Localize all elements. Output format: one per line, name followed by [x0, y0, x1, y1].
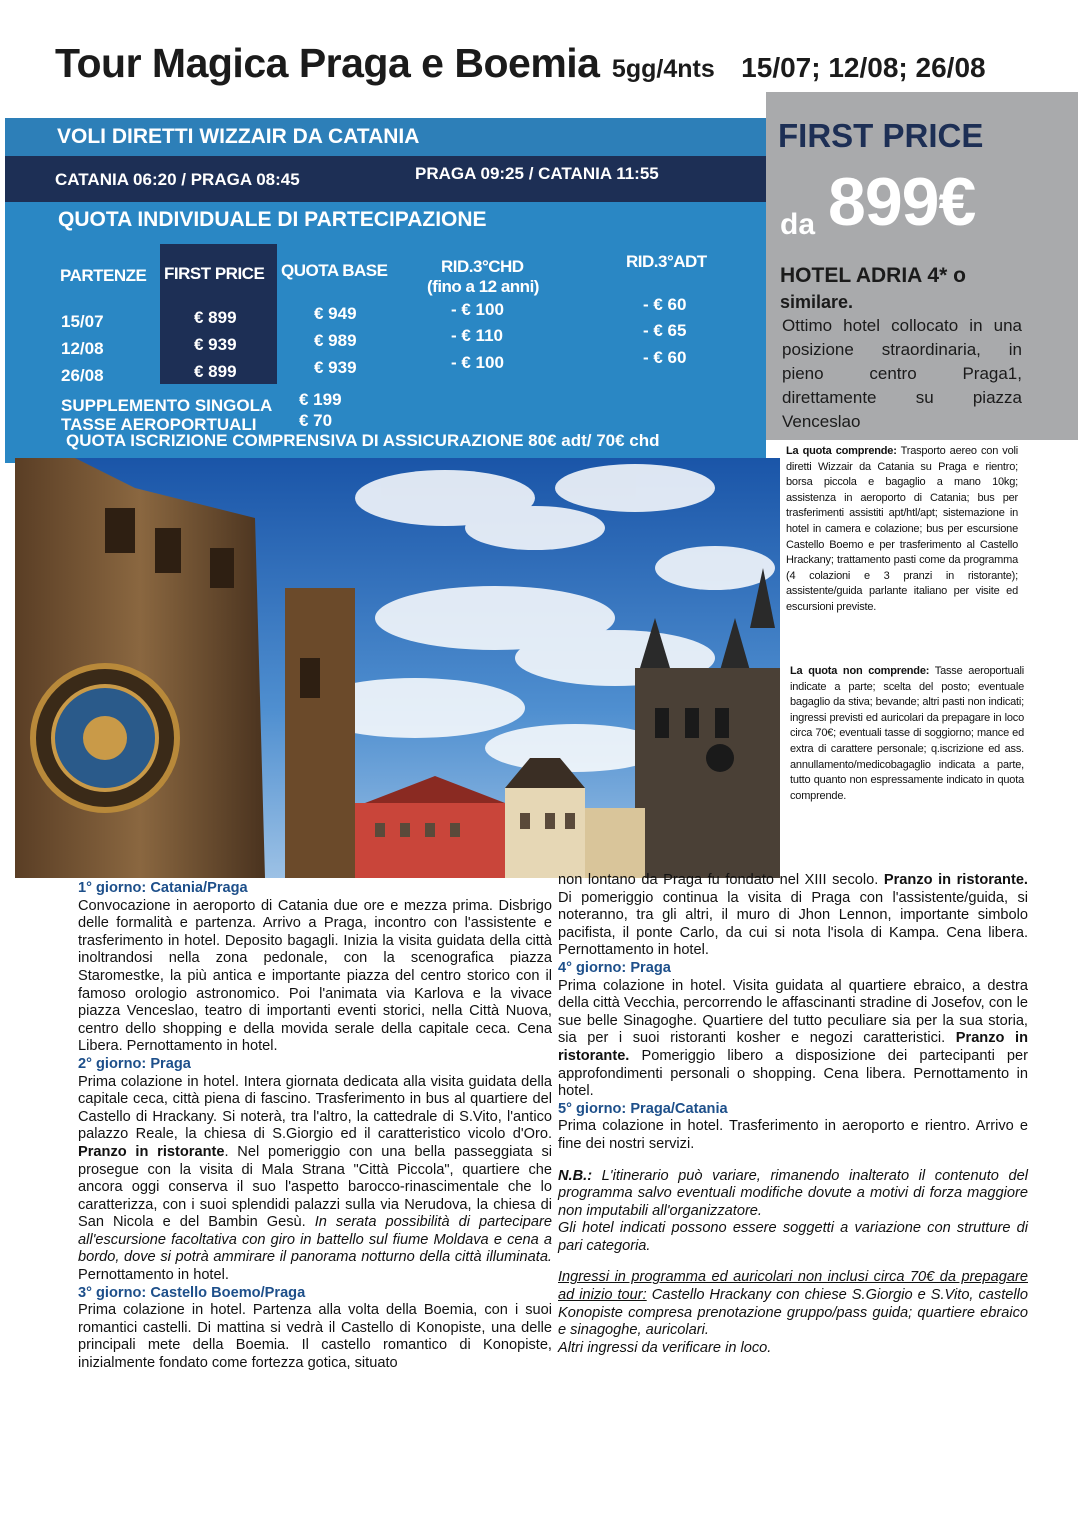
tour-duration: 5gg/4nts: [611, 55, 715, 83]
row-date: 12/08: [61, 339, 104, 358]
includes-block: [786, 444, 1018, 616]
day2-text: [78, 1074, 552, 1285]
price-prefix: da: [780, 208, 816, 241]
excludes-block: [790, 664, 1024, 804]
day3-title: 3° giorno: Castello Boemo/Praga: [78, 1284, 306, 1301]
col-header-partenze: PARTENZE: [60, 266, 147, 285]
day3-cont-a: non lontano da Praga fu fondato nel XIII secolo.: [558, 872, 879, 888]
tasse-value: € 70: [299, 411, 333, 430]
row-adt: - € 65: [643, 321, 687, 340]
day2-text-a: Prima colazione in hotel. Intera giornata dedicata alla visita guidata della capitale ceca, città piena di fascino. Trasferimento in bus al quartiere del Castello di Hrackany. Si noterà, tra l'altro, la cattedrale di S.Vito, l'antico palazzo Reale, la chiesa di S.Giorgio ed il caratteristico vicolo d'Oro.: [78, 1073, 552, 1143]
row-adt: - € 60: [643, 348, 687, 367]
row-date: 15/07: [61, 312, 104, 331]
row-chd: - € 110: [451, 326, 503, 345]
first-price-label: FIRST PRICE: [778, 117, 984, 154]
iscrizione-note: QUOTA ISCRIZIONE COMPRENSIVA DI ASSICURAZIONE 80€ adt/ 70€ chd: [66, 431, 660, 450]
flight-times-bar: [5, 156, 766, 202]
day3-continued: [558, 872, 1028, 960]
day2-title: 2° giorno: Praga: [78, 1055, 191, 1072]
includes-text: Trasporto aereo con voli diretti Wizzair da Catania su Praga e rientro; borsa piccola e bagaglio a mano 10kg; assistenza in aeroporto di Catania; bus per trasferimenti assistiti apt/htl/apt; sistemazione in hotel in camera e colazione; bus per escursione Castello Boemo e per trasferimento al Castello Hrackany; trattamento pasti come da programma (4 colazioni e 3 pranzi in ristorante); assistente/guida parlante italiano per visite ed escursioni previste.: [786, 445, 1018, 613]
includes-label: La quota comprende:: [786, 445, 897, 457]
nb-label: N.B.:: [558, 1167, 593, 1184]
row-base: € 989: [314, 331, 357, 350]
col-header-rid-adt: RID.3°ADT: [626, 252, 707, 271]
row-date: 26/08: [61, 366, 104, 385]
day1-text: Convocazione in aeroporto di Catania due ore e mezza prima. Disbrigo delle formalità e partenza. Arrivo a Praga, incontro con l'assistente e trasferimento in hotel. Deposito bagagli. Inizia la visita guidata della città inoltrandosi nella zona pedonale, con la scenografica piazza Staromestke, la più antica e importante piazza del centro storico con il famoso orologio astronomico. Poi l'animata via Karlova e la vivace piazza Venceslao, teatro di importanti eventi storici, nella Città Nuova, centro dello shopping e della movida serale della capitale ceca. Cena Libera. Pernottamento in hotel.: [78, 897, 552, 1055]
row-chd: - € 100: [451, 300, 504, 319]
row-first-price: € 899: [194, 362, 237, 381]
price-amount: 899€: [828, 164, 976, 240]
tour-dates: 15/07; 12/08; 26/08: [741, 52, 986, 83]
col-header-rid-chd: RID.3°CHD: [441, 257, 524, 276]
ingressi-text: Castello Hrackany con chiese S.Giorgio e S.Vito, castello Konopiste compresa prenotazione gruppo/pass guida; quartiere ebraico e sinagoghe, auricolari.: [558, 1287, 1028, 1339]
prague-photo: [15, 458, 780, 878]
nb-text: L'itinerario può variare, rimanendo inalterato il contenuto del programma salvo eventuali modifiche dovute a motivi di forza maggiore non imputabili all'organizzatore.: [558, 1167, 1028, 1219]
return-flight: PRAGA 09:25 / CATANIA 11:55: [415, 164, 659, 183]
outbound-flight: CATANIA 06:20 / PRAGA 08:45: [55, 170, 300, 189]
ingressi-heading: Ingressi in programma ed auricolari non inclusi circa 70€ da prepagare ad inizio tour:: [558, 1269, 1028, 1304]
row-adt: - € 60: [643, 295, 687, 314]
day4-title: 4° giorno: Praga: [558, 959, 671, 976]
ingressi-extra: Altri ingressi da verificare in loco.: [558, 1339, 772, 1356]
hotel-description: Ottimo hotel collocato in una posizione straordinaria, in pieno centro Praga1, direttamente su piazza Venceslao: [782, 316, 1022, 431]
day4-text-a: Prima colazione in hotel. Visita guidata al quartiere ebraico, a destra della città Vecchia, percorrendo le affascinanti stradine di Josefov, con le sue belle Sinagoghe. Quartiere del tutto peculiare sia per la sua storia, sia per i suoi ristoranti kosher e negozi caratteristici.: [558, 977, 1028, 1047]
hotel-name: HOTEL ADRIA 4* o: [780, 264, 966, 287]
tasse-label: TASSE AEROPORTUALI: [61, 415, 257, 434]
hotel-similar: similare.: [780, 292, 854, 312]
day2-text-b: . Nel pomeriggio con una bella passeggiata si prosegue con la visita di Mala Strana "Città Piccola", quartiere che ancora oggi conserva il suo l'aspetto barocco-rinascimentale che lo caratterizza, con i suoi splendidi palazzi sulla via Nerudova, la chiesa di San Nicola e del Bambin Gesù.: [78, 1143, 552, 1231]
supplemento-label: SUPPLEMENTO SINGOLA: [61, 396, 273, 415]
col-header-quota-base: QUOTA BASE: [281, 261, 388, 280]
day1-title: 1° giorno: Catania/Praga: [78, 880, 248, 896]
day3-lunch: Pranzo in ristorante.: [883, 872, 1028, 888]
flight-header-bar: [5, 118, 766, 156]
day5-title: 5° giorno: Praga/Catania: [558, 1100, 728, 1117]
tour-title: Tour Magica Praga e Boemia: [55, 40, 600, 86]
row-base: € 939: [314, 358, 357, 377]
day2-optional: In serata possibilità di partecipare all'escursione facoltativa con giro in battello sul fiume Moldava e cena a bordo, dove si potrà ammirare il panorama notturno della città illuminata.: [78, 1214, 552, 1266]
quota-heading: QUOTA INDIVIDUALE DI PARTECIPAZIONE: [58, 208, 487, 231]
col-header-rid-chd-note: (fino a 12 anni): [427, 277, 539, 296]
page-title: [55, 40, 1055, 100]
row-first-price: € 939: [194, 335, 237, 354]
day2-text-c: Pernottamento in hotel.: [78, 1267, 229, 1284]
day2-lunch: Pranzo in ristorante: [78, 1143, 225, 1160]
excludes-text: Tasse aeroportuali indicate a parte; scelta del posto; eventuale bagaglio da stiva; bevande; altri pasti non indicati; ingressi previsti ed auricolari da prepagare in loco circa 70€; eventuali tasse di soggiorno; mance ed extra di carattere personale; q.iscrizione ed ass. annullamento/medicobagaglio indicata a parte, tutto quanto non espressamente indicato in quota comprende.: [790, 665, 1024, 802]
prague-photo-illustration: [15, 458, 780, 878]
supplemento-value: € 199: [299, 390, 342, 409]
col-header-first-price: FIRST PRICE: [164, 264, 265, 283]
row-base: € 949: [314, 304, 357, 323]
flight-header: VOLI DIRETTI WIZZAIR DA CATANIA: [57, 125, 420, 148]
day5-text: Prima colazione in hotel. Trasferimento in aeroporto e rientro. Arrivo e fine dei nostri servizi.: [558, 1118, 1028, 1152]
row-chd: - € 100: [451, 353, 504, 372]
excludes-label: La quota non comprende:: [790, 665, 930, 677]
itinerary-left-column: [78, 880, 552, 1373]
ingressi-note: [558, 1269, 1028, 1339]
day4-text-b: Pomeriggio libero a disposizione dei partecipanti per approfondimenti personali o shopping. Cena libera. Pernottamento in hotel.: [558, 1047, 1028, 1100]
hotel-note: Gli hotel indicati possono essere soggetti a variazione con strutture di pari categoria.: [558, 1220, 1028, 1254]
nb-note: [558, 1168, 1028, 1221]
day3-text: Prima colazione in hotel. Partenza alla volta della Boemia, con i suoi romantici castelli. Di mattina si vedrà il Castello di Konopiste, una delle principali mete della Boemia. Il castello romantico di Konopiste, inizialmente fondato come fortezza gotica, situato: [78, 1302, 552, 1372]
row-first-price: € 899: [194, 308, 237, 327]
day3-cont-b: Di pomeriggio continua la visita di Praga con l'assistente/guida, si noteranno, tra gli altri, il muro di Jhon Lennon, importante simbolo pacifista, il ponte Carlo, da cui si nota l'isola di Kampa. Cena libera. Pernottamento in hotel.: [558, 889, 1028, 959]
day4-text: [558, 978, 1028, 1101]
itinerary-right-column: [558, 872, 1028, 1357]
day4-lunch: Pranzo in ristorante.: [558, 1030, 1028, 1064]
